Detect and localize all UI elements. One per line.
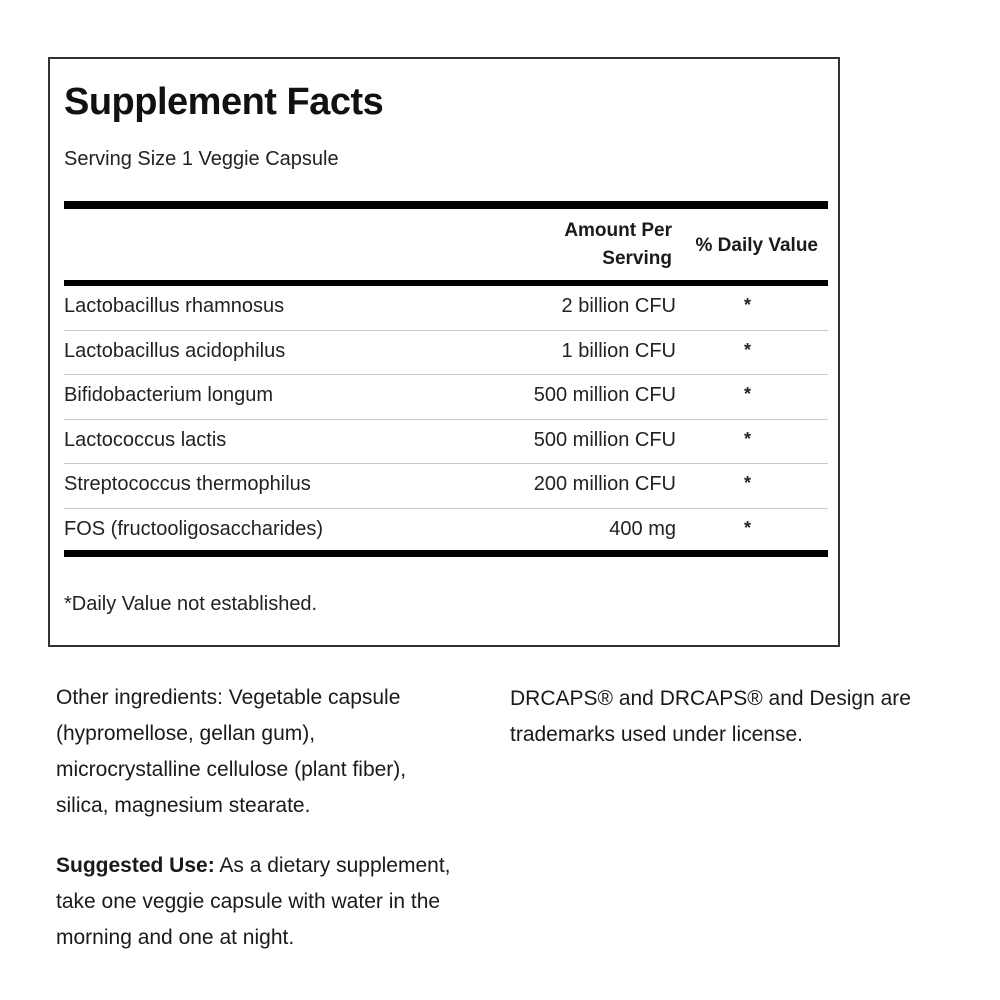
ingredient-daily-value: * [744,384,752,404]
table-row [64,420,828,465]
other-ingredients-line: Other ingredients: Vegetable capsule [56,686,401,709]
trademark-notice [510,681,970,753]
table-row [64,464,828,509]
table-row [64,509,828,554]
ingredient-daily-value: * [744,339,752,360]
ingredient-name: Lactobacillus acidophilus [64,339,286,362]
bottom-divider [64,550,828,557]
facts-title: Supplement Facts [64,81,384,123]
supplement-facts-panel [48,57,840,647]
table-row [64,286,828,331]
suggested-use-line: take one veggie capsule with water in the [56,890,441,913]
suggested-use-line: morning and one at night. [56,926,295,949]
suggested-use-line: As a dietary supplement, [214,854,451,877]
table-row [64,375,828,420]
ingredient-daily-value: * [744,295,752,315]
trademark-line: trademarks used under license. [510,723,803,746]
amount-per-serving-header [564,217,672,273]
trademark-line: DRCAPS® and DRCAPS® and Design are [510,687,911,710]
other-ingredients-line: microcrystalline cellulose (plant fiber), [56,758,407,781]
ingredient-name: FOS (fructooligosaccharides) [64,517,323,540]
ingredient-name: Streptococcus thermophilus [64,473,311,495]
ingredient-daily-value: * [744,517,752,538]
other-ingredients-line: (hypromellose, gellan gum), [56,722,316,745]
ingredient-amount: 400 mg [609,517,676,540]
suggested-use-first-line [56,848,506,884]
ingredient-daily-value: * [744,428,752,449]
ingredient-daily-value: * [744,473,752,493]
amount-header-line-1: Amount Per [564,220,672,241]
ingredient-amount: 200 million CFU [533,473,676,495]
ingredient-name: Lactobacillus rhamnosus [64,295,285,317]
ingredient-name: Lactococcus lactis [64,428,227,451]
ingredient-table [64,286,828,553]
suggested-use-text [56,848,506,956]
serving-size: Serving Size 1 Veggie Capsule [64,148,339,170]
top-divider [64,201,828,209]
ingredient-amount: 1 billion CFU [561,339,676,362]
ingredient-amount: 500 million CFU [533,428,676,451]
ingredient-amount: 2 billion CFU [561,295,676,317]
other-ingredients-line: silica, magnesium stearate. [56,794,311,817]
suggested-use-label: Suggested Use: [56,854,215,877]
daily-value-header: % Daily Value [695,235,818,256]
ingredient-name: Bifidobacterium longum [64,384,273,406]
other-ingredients-text [56,680,476,824]
table-row [64,331,828,376]
amount-header-line-2: Serving [602,248,672,269]
daily-value-footnote: *Daily Value not established. [64,593,318,615]
ingredient-amount: 500 million CFU [533,384,676,406]
